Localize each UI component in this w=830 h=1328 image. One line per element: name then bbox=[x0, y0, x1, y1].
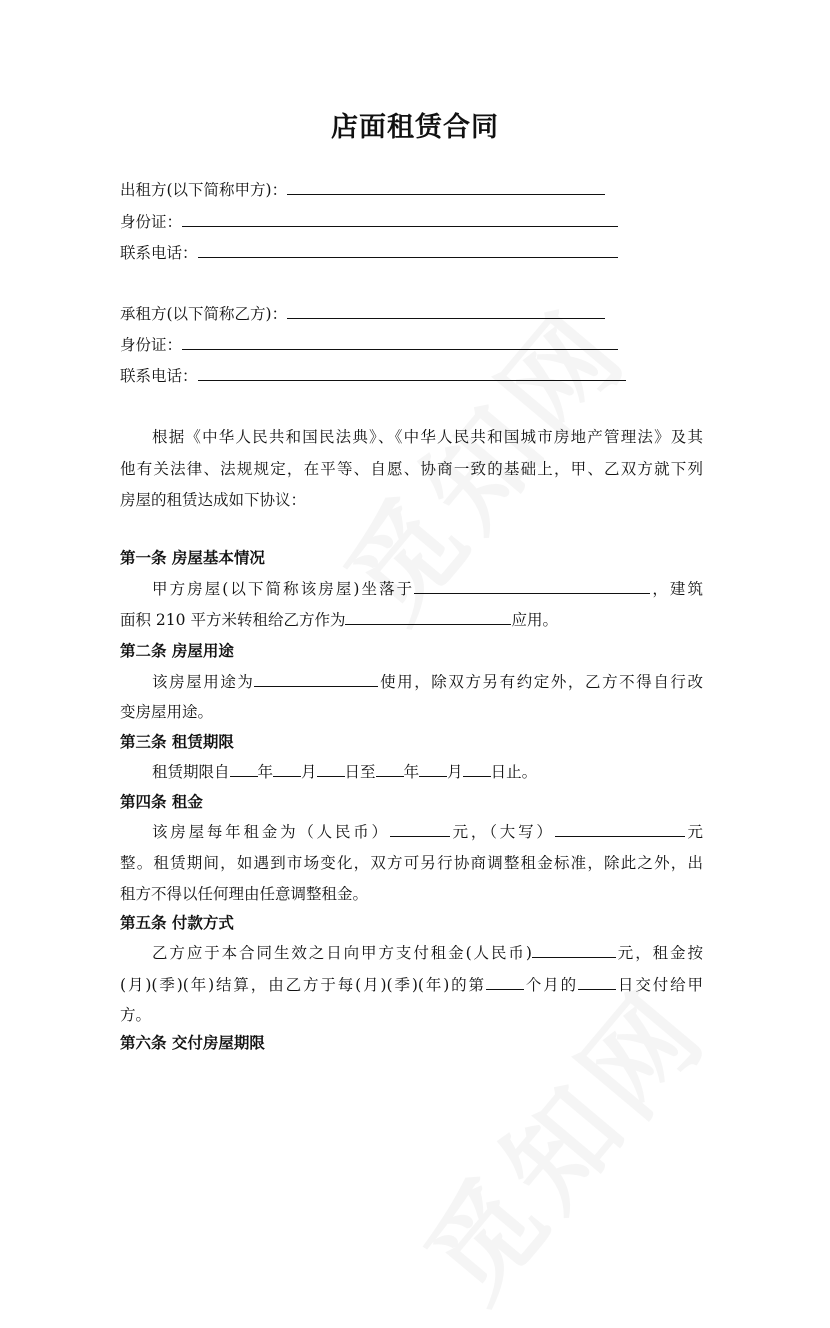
lessee-line bbox=[120, 304, 703, 324]
article-1-line bbox=[120, 579, 703, 599]
article-3-line bbox=[120, 762, 703, 782]
text: 月 bbox=[447, 763, 463, 781]
lessor-id-label: 身份证： bbox=[120, 213, 183, 231]
text: (月)(季)(年)结算，由乙方于每(月)(季)(年)的第 bbox=[120, 976, 486, 994]
lessor-name-blank[interactable] bbox=[287, 180, 605, 195]
lessee-phone-line bbox=[120, 366, 703, 386]
end-day-blank[interactable] bbox=[463, 762, 491, 777]
article-2-heading: 第二条 房屋用途 bbox=[120, 642, 234, 660]
article-2-line bbox=[120, 672, 703, 692]
article-3-heading: 第三条 租赁期限 bbox=[120, 733, 234, 751]
text: 年 bbox=[403, 763, 420, 781]
start-month-blank[interactable] bbox=[273, 762, 301, 777]
text: 日交付给甲 bbox=[616, 976, 703, 994]
article-5-heading: 第五条 付款方式 bbox=[120, 914, 234, 932]
article-4-heading: 第四条 租金 bbox=[120, 793, 203, 811]
text: 月 bbox=[301, 763, 317, 781]
lessee-id-label: 身份证： bbox=[120, 336, 183, 354]
text: 该房屋用途为 bbox=[152, 673, 255, 691]
article-4-line: 租方不得以任何理由任意调整租金。 bbox=[120, 885, 369, 903]
text: 日止。 bbox=[490, 763, 538, 781]
lessee-id-blank[interactable] bbox=[182, 335, 618, 350]
use-blank[interactable] bbox=[345, 610, 511, 625]
preamble-line: 根据《中华人民共和国民法典》、《中华人民共和国城市房地产管理法》及其 bbox=[152, 428, 703, 446]
text: 元，（大写） bbox=[449, 823, 555, 841]
lessee-label: 承租方(以下简称乙方)： bbox=[120, 305, 288, 323]
text: 面积 210 平方米转租给乙方作为 bbox=[120, 611, 346, 629]
lessor-phone-blank[interactable] bbox=[198, 243, 618, 258]
text: 乙方应于本合同生效之日向甲方支付租金(人民币) bbox=[152, 944, 532, 962]
lessee-name-blank[interactable] bbox=[287, 304, 605, 319]
day-number-blank[interactable] bbox=[578, 975, 616, 990]
text: 元 bbox=[684, 823, 703, 841]
article-4-line bbox=[120, 822, 703, 842]
text: 个月的 bbox=[523, 976, 579, 994]
start-day-blank[interactable] bbox=[317, 762, 345, 777]
text: 使用，除双方另有约定外，乙方不得自行改 bbox=[378, 673, 703, 691]
article-6-heading: 第六条 交付房屋期限 bbox=[120, 1034, 265, 1052]
purpose-blank[interactable] bbox=[254, 672, 378, 687]
lessor-id-line bbox=[120, 212, 703, 232]
lessee-id-line bbox=[120, 335, 703, 355]
article-1-heading: 第一条 房屋基本情况 bbox=[120, 549, 265, 567]
lessor-label: 出租方(以下简称甲方)： bbox=[120, 181, 288, 199]
article-1-line bbox=[120, 610, 703, 630]
text: 元，租金按 bbox=[615, 944, 703, 962]
article-5-line bbox=[120, 975, 703, 995]
text: 租赁期限自 bbox=[152, 763, 230, 781]
lessee-phone-label: 联系电话： bbox=[120, 367, 198, 385]
preamble-line: 他有关法律、法规规定，在平等、自愿、协商一致的基础上，甲、乙双方就下列 bbox=[120, 460, 703, 478]
article-4-line: 整。租赁期间，如遇到市场变化，双方可另行协商调整租金标准，除此之外，出 bbox=[120, 854, 703, 872]
end-year-blank[interactable] bbox=[376, 762, 404, 777]
lessor-phone-line bbox=[120, 243, 703, 263]
start-year-blank[interactable] bbox=[230, 762, 258, 777]
rent-uppercase-blank[interactable] bbox=[555, 822, 685, 837]
lessee-phone-blank[interactable] bbox=[198, 366, 626, 381]
text: 日至 bbox=[344, 763, 376, 781]
article-2-line: 变房屋用途。 bbox=[120, 703, 214, 721]
annual-rent-blank[interactable] bbox=[390, 822, 450, 837]
text: 年 bbox=[257, 763, 274, 781]
lessor-phone-label: 联系电话： bbox=[120, 244, 198, 262]
text: 该房屋每年租金为（人民币） bbox=[152, 823, 390, 841]
article-5-line: 方。 bbox=[120, 1006, 152, 1024]
text: 应用。 bbox=[511, 611, 558, 629]
month-number-blank[interactable] bbox=[486, 975, 524, 990]
lessor-line bbox=[120, 180, 703, 200]
article-5-line bbox=[120, 943, 703, 963]
location-blank[interactable] bbox=[414, 579, 650, 594]
preamble-line: 房屋的租赁达成如下协议： bbox=[120, 491, 307, 509]
text: 甲方房屋(以下简称该房屋)坐落于 bbox=[152, 580, 415, 598]
lessor-id-blank[interactable] bbox=[182, 212, 618, 227]
end-month-blank[interactable] bbox=[419, 762, 447, 777]
rent-amount-blank[interactable] bbox=[532, 943, 616, 958]
page-title: 店面租赁合同 bbox=[331, 112, 499, 143]
text: ，建筑 bbox=[650, 580, 703, 598]
